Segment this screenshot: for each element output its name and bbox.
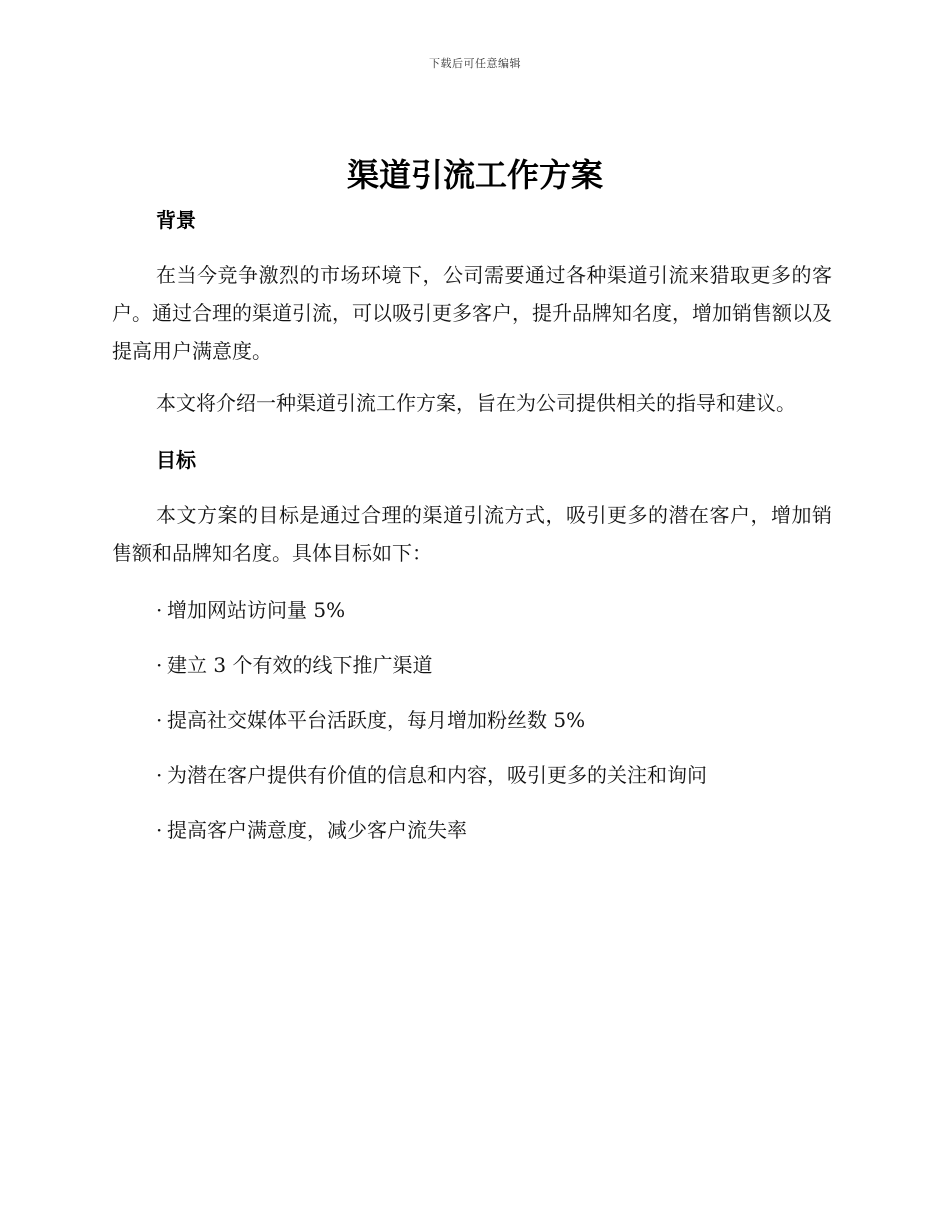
section-heading-background: 背景 <box>156 208 196 232</box>
background-paragraph-1: 在当今竞争激烈的市场环境下，公司需要通过各种渠道引流来猎取更多的客户。通过合理的渠道引流，可以吸引更多客户，提升品牌知名度，增加销售额以及提高用户满意度。 <box>112 263 832 363</box>
bullet-marker: · <box>156 818 163 842</box>
bullet-marker: · <box>156 708 163 732</box>
list-item-text: 提高客户满意度，减少客户流失率 <box>167 818 467 842</box>
goals-paragraph: 本文方案的目标是通过合理的渠道引流方式，吸引更多的潜在客户，增加销售额和品牌知名度。具体目标如下： <box>112 503 832 565</box>
list-item <box>156 759 832 791</box>
list-item-text: 增加网站访问量 5% <box>167 598 346 622</box>
list-item-text: 为潜在客户提供有价值的信息和内容，吸引更多的关注和询问 <box>167 763 707 787</box>
section-heading-goals: 目标 <box>156 448 196 472</box>
list-item <box>156 649 832 681</box>
bullet-marker: · <box>156 653 163 677</box>
list-item <box>156 704 832 736</box>
bullet-marker: · <box>156 763 163 787</box>
page-title: 渠道引流工作方案 <box>346 156 603 194</box>
list-item-text: 提高社交媒体平台活跃度，每月增加粉丝数 5% <box>167 708 586 732</box>
bullet-marker: · <box>156 598 163 622</box>
background-paragraph-2: 本文将介绍一种渠道引流工作方案，旨在为公司提供相关的指导和建议。 <box>156 391 796 415</box>
list-item <box>156 594 832 626</box>
list-item <box>156 814 832 846</box>
document-body <box>112 204 832 869</box>
list-item-text: 建立 3 个有效的线下推广渠道 <box>167 653 433 677</box>
header-note: 下载后可任意编辑 <box>429 57 521 70</box>
goals-list <box>112 594 832 846</box>
